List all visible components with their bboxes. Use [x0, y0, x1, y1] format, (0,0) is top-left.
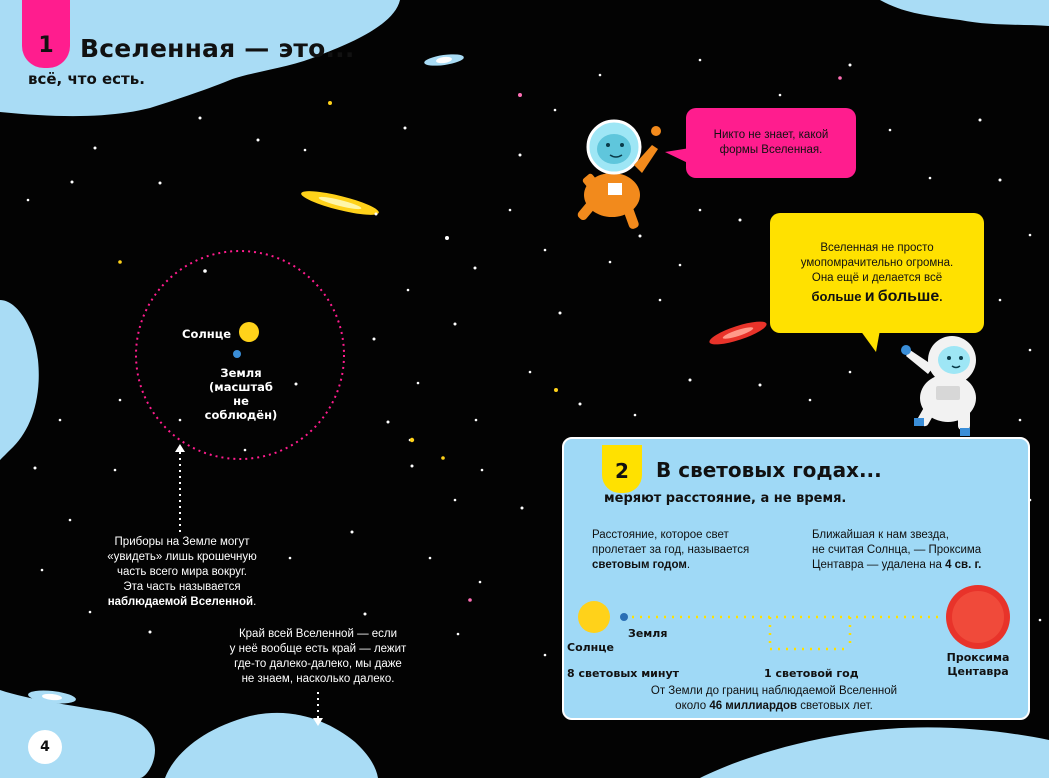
- astronaut-white: [901, 336, 976, 436]
- cloud-left-middle: [0, 300, 39, 460]
- minutes-label: 8 световых минут: [567, 667, 680, 680]
- text-bold: 4 св. г.: [945, 559, 982, 571]
- cloud-bottom-left: [0, 690, 155, 778]
- text-bold: световым годом: [592, 559, 687, 571]
- section-1-subtitle: всё, что есть.: [28, 70, 145, 88]
- bubble-line: формы Вселенная.: [719, 144, 823, 156]
- text-span: световых лет.: [800, 700, 873, 712]
- text-line: От Земли до границ наблюдаемой Вселенной: [650, 685, 898, 697]
- cloud-top-right: [880, 0, 1049, 26]
- label-line: Проксима: [946, 651, 1010, 664]
- text-line: пролетает за год, называется: [592, 544, 750, 556]
- sun-label: Солнце: [182, 327, 232, 341]
- sun-icon: [578, 601, 610, 633]
- bubble-end: .: [939, 292, 943, 304]
- caption-line: у неё вообще есть край — лежит: [229, 643, 407, 655]
- bubble-line: Она ещё и делается всё: [811, 272, 943, 284]
- cloud-bottom-right: [700, 727, 1049, 778]
- earth-icon: [620, 613, 628, 621]
- caption-line: не знаем, насколько далеко.: [241, 673, 395, 685]
- caption-bold: наблюдаемой Вселенной: [107, 596, 254, 608]
- section-1-number-tab: [22, 0, 70, 68]
- bubble-line: [770, 289, 984, 306]
- galaxy-top: [423, 52, 464, 67]
- section-2-box: [562, 437, 1030, 720]
- section-2-number: 2: [615, 459, 629, 483]
- cloud-bottom-middle: [165, 713, 378, 778]
- earth-label: [196, 366, 286, 422]
- caption-line: [82, 595, 282, 610]
- sun-label-box: Солнце: [567, 641, 614, 654]
- text-span: Центавра — удалена на: [812, 559, 942, 571]
- earth-label-line: (масштаб: [209, 380, 273, 394]
- text-line: Ближайшая к нам звезда,: [812, 529, 949, 541]
- caption-edge: [218, 627, 418, 687]
- caption-line: часть всего мира вокруг.: [117, 566, 247, 578]
- bubble-line: Никто не знает, какой: [713, 129, 829, 141]
- section-2-title: В световых годах...: [656, 458, 882, 482]
- text-span: около: [675, 700, 707, 712]
- caption-line: Край всей Вселенной — если: [238, 628, 398, 640]
- bubble-big-word: больше: [811, 289, 862, 304]
- bubble-line: умопомрачительно огромна.: [800, 257, 954, 269]
- caption-line: Эта часть называется: [123, 581, 241, 593]
- observable-universe-distance: [624, 684, 924, 714]
- galaxy-yellow: [299, 187, 380, 220]
- label-line: Центавра: [947, 665, 1009, 678]
- section-1-title: Вселенная — это...: [80, 34, 355, 63]
- earth-label-line: не соблюдён): [204, 394, 278, 422]
- section-1-number: 1: [38, 33, 54, 58]
- page-number: 4: [28, 730, 62, 764]
- galaxy-red: [707, 317, 768, 349]
- speech-bubble-pink: [686, 108, 856, 178]
- earth-diagram: [233, 350, 241, 358]
- bubble-big-word: и: [864, 288, 875, 305]
- speech-bubble-yellow: [770, 213, 984, 333]
- caption-line: «увидеть» лишь крошечную: [107, 551, 257, 563]
- text-bold: 46 миллиардов: [709, 700, 798, 712]
- section-2-subtitle: меряют расстояние, а не время.: [604, 491, 847, 506]
- caption-line: где-то далеко-далеко, мы даже: [234, 658, 402, 670]
- bubble-line: Вселенная не просто: [820, 242, 934, 254]
- astronaut-orange: [576, 121, 661, 230]
- caption-instruments: [82, 535, 282, 610]
- text-line: Расстояние, которое свет: [592, 529, 729, 541]
- lightyear-label: 1 световой год: [764, 667, 859, 680]
- bubble-big-word: больше: [877, 288, 940, 305]
- proxima-label: [938, 651, 1018, 679]
- text-line: не считая Солнца, — Проксима: [812, 544, 982, 556]
- caption-end: .: [253, 596, 257, 608]
- earth-label-box: Земля: [628, 627, 668, 640]
- text-end: .: [686, 559, 691, 571]
- caption-line: Приборы на Земле могут: [114, 536, 250, 548]
- sun-diagram: [239, 322, 259, 342]
- text-line: [624, 699, 924, 714]
- earth-label-line: Земля: [220, 366, 262, 380]
